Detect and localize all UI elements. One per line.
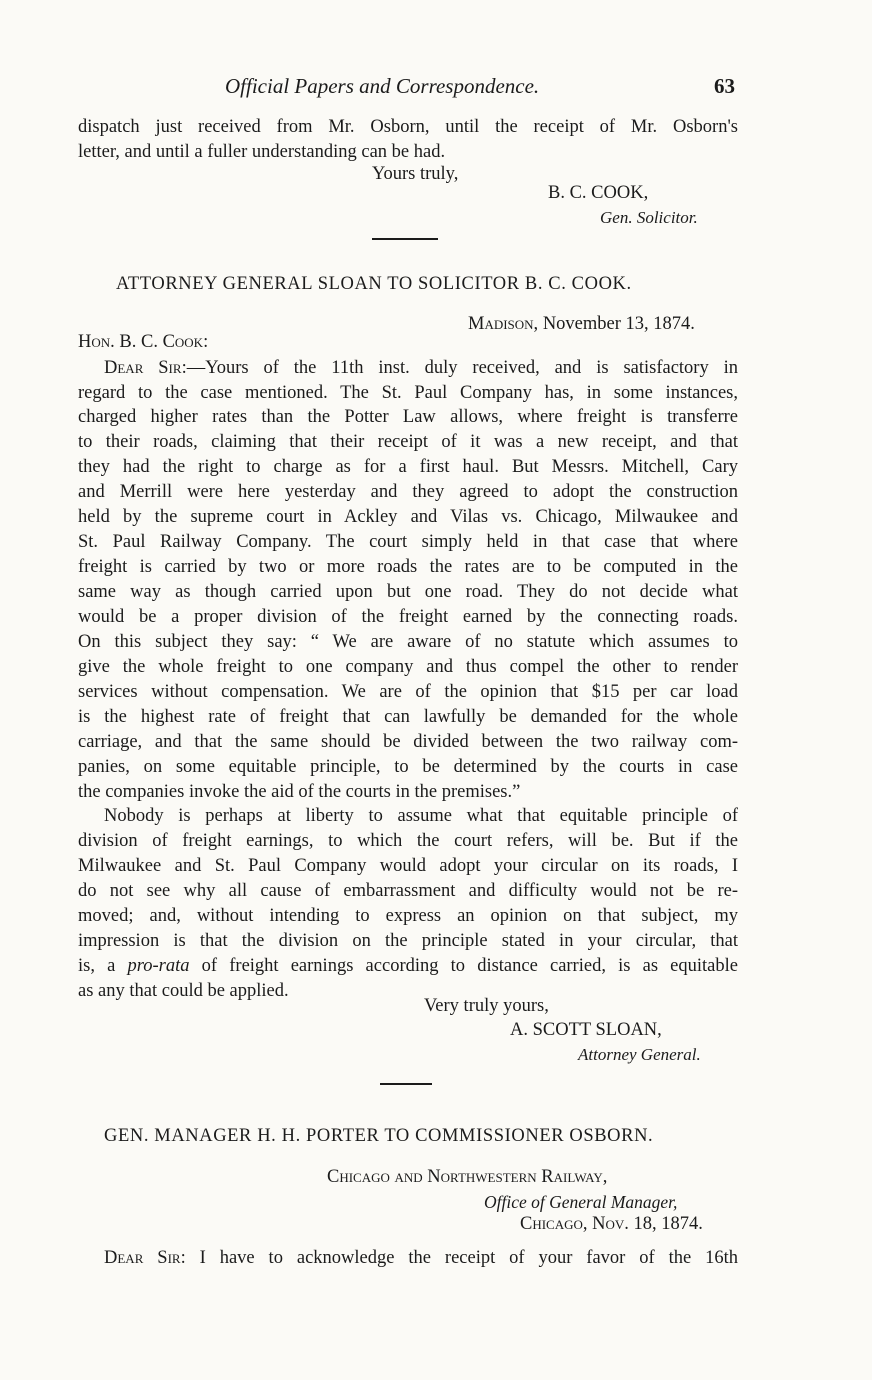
body-line: Nobody is perhaps at liberty to assume what that equitable principle of [104, 806, 738, 826]
letter2-signature: A. SCOTT SLOAN, [510, 1020, 662, 1040]
document-page: Official Papers and Correspondence. 63 dispatch just received from Mr. Osborn, until the receipt of Mr. Osborn's letter, and until a fuller understanding can be had. Yours truly, B. C. COOK, Gen. Solicitor. ATTORNEY GENERAL SLOAN TO SOLICITOR B. C. COOK. Madison, November 13, 1874. Hon. B. C. Cook: Dear Sir:—Yours of the 11th inst. duly received, and is satisfactory in regard to the case mentioned. The St. Paul Company has, in some instances, charged higher rates than the Potter Law allows, where freight is transferre to their roads, claiming that their receipt of it was a new receipt, and that they had the right to charge as for a first haul. But Messrs. Mitchell, Cary and Merrill were here yesterday and they agreed to adopt the construction held by the supreme court in Ackley and Vilas vs. Chicago, Milwaukee and St. Paul Railway Company. The court simply held in that case that where freight is carried by two or more roads the rates are to be computed in the same way as though carried upon but one road. They do not decide what would be a proper division of the freight earned by the connecting roads. On this subject they say: “ We are aware of no statute which assumes to give the whole freight to one company and thus compel the other to render services without compensation. We are of the opinion that $15 per car load is the highest rate of freight that can lawfully be demanded for the whole carriage, and that the same should be divided between the two railway com- panies, on some equitable principle, to be determined by the courts in case the companies invoke the aid of the courts in the premises.” Nobody is perhaps at liberty to assume what that equitable principle of division of freight earnings, to which the court refers, will be. But if the Milwaukee and St. Paul Company would adopt your circular on its roads, I do not see why all cause of embarrassment and difficulty would not be re- moved; and, without intending to express an opinion on that subject, my impression is that the division on the principle stated in your circular, that is, a pro-rata of freight earnings according to distance carried, is as equitable as any that could be applied. Very truly yours, A. SCOTT SLOAN, Attorney General. GEN. MANAGER H. H. PORTER TO COMMISSIONER OSBORN. Chicago and Northwestern Railway, Office of General Manager, Chicago, Nov. 18, 1874. Dear Sir: I have to acknowledge the receipt of your favor of the 16th [78, 74, 738, 1268]
letter2-heading: ATTORNEY GENERAL SLOAN TO SOLICITOR B. C. COOK. [116, 274, 632, 294]
body-line: they had the right to charge as for a first haul. But Messrs. Mitchell, Cary [78, 457, 738, 477]
body-line: moved; and, without intending to express an opinion on that subject, my [78, 906, 738, 926]
body-line: services without compensation. We are of the opinion that $15 per car load [78, 682, 738, 702]
letter1-title: Gen. Solicitor. [600, 208, 698, 227]
page-number: 63 [714, 74, 735, 98]
body-line: give the whole freight to one company and thus compel the other to render [78, 657, 738, 677]
letter1-signature: B. C. COOK, [548, 183, 649, 203]
letter2-title: Attorney General. [578, 1045, 701, 1064]
body-line: dispatch just received from Mr. Osborn, until the receipt of Mr. Osborn's [78, 117, 738, 137]
letter2-date: November 13, 1874. [542, 314, 695, 334]
section-divider [380, 1083, 432, 1085]
body-line: regard to the case mentioned. The St. Paul Company has, in some instances, [78, 383, 738, 403]
body-line: would be a proper division of the freight earned by the connecting roads. [78, 607, 738, 627]
letter2-salutation: Hon. B. C. Cook [78, 332, 204, 352]
letter3-company: Chicago and Northwestern Railway, [327, 1167, 608, 1187]
body-line: charged higher rates than the Potter Law allows, where freight is transferre [78, 407, 738, 427]
body-line: Dear Sir: I have to acknowledge the receipt of your favor of the 16th [104, 1248, 738, 1268]
letter2-place: Madison, [468, 314, 539, 334]
body-line: the companies invoke the aid of the courts in the premises.” [78, 782, 521, 802]
body-line: as any that could be applied. [78, 981, 289, 1001]
letter3-place-date: Chicago, Nov. 18, 1874. [520, 1214, 703, 1234]
body-line: and Merrill were here yesterday and they agreed to adopt the construction [78, 482, 738, 502]
body-line: is the highest rate of freight that can lawfully be demanded for the whole [78, 707, 738, 727]
body-line: panies, on some equitable principle, to be determined by the courts in case [78, 757, 738, 777]
body-line: impression is that the division on the principle stated in your circular, that [78, 931, 738, 951]
letter2-closing: Very truly yours, [424, 996, 549, 1016]
body-line: letter, and until a fuller understanding can be had. [78, 142, 446, 162]
body-line: freight is carried by two or more roads the rates are to be computed in the [78, 557, 738, 577]
body-line: St. Paul Railway Company. The court simply held in that case that where [78, 532, 738, 552]
section-divider [372, 238, 438, 240]
body-line: carriage, and that the same should be divided between the two railway com- [78, 732, 738, 752]
body-line: division of freight earnings, to which the court refers, will be. But if the [78, 831, 738, 851]
body-line: same way as though carried upon but one road. They do not decide what [78, 582, 738, 602]
body-line: to their roads, claiming that their receipt of it was a new receipt, and that [78, 432, 738, 452]
body-line: Dear Sir:—Yours of the 11th inst. duly received, and is satisfactory in [104, 358, 738, 378]
body-line: is, a pro-rata of freight earnings according to distance carried, is as equitable [78, 956, 738, 976]
letter1-closing: Yours truly, [372, 164, 459, 184]
body-line: held by the supreme court in Ackley and Vilas vs. Chicago, Milwaukee and [78, 507, 738, 527]
running-header: Official Papers and Correspondence. [225, 74, 540, 98]
letter3-office: Office of General Manager, [484, 1192, 678, 1212]
body-line: On this subject they say: “ We are aware of no statute which assumes to [78, 632, 738, 652]
body-line: Milwaukee and St. Paul Company would adopt your circular on its roads, I [78, 856, 738, 876]
letter3-heading: GEN. MANAGER H. H. PORTER TO COMMISSIONER OSBORN. [104, 1126, 654, 1146]
body-line: do not see why all cause of embarrassment and difficulty would not be re- [78, 881, 738, 901]
